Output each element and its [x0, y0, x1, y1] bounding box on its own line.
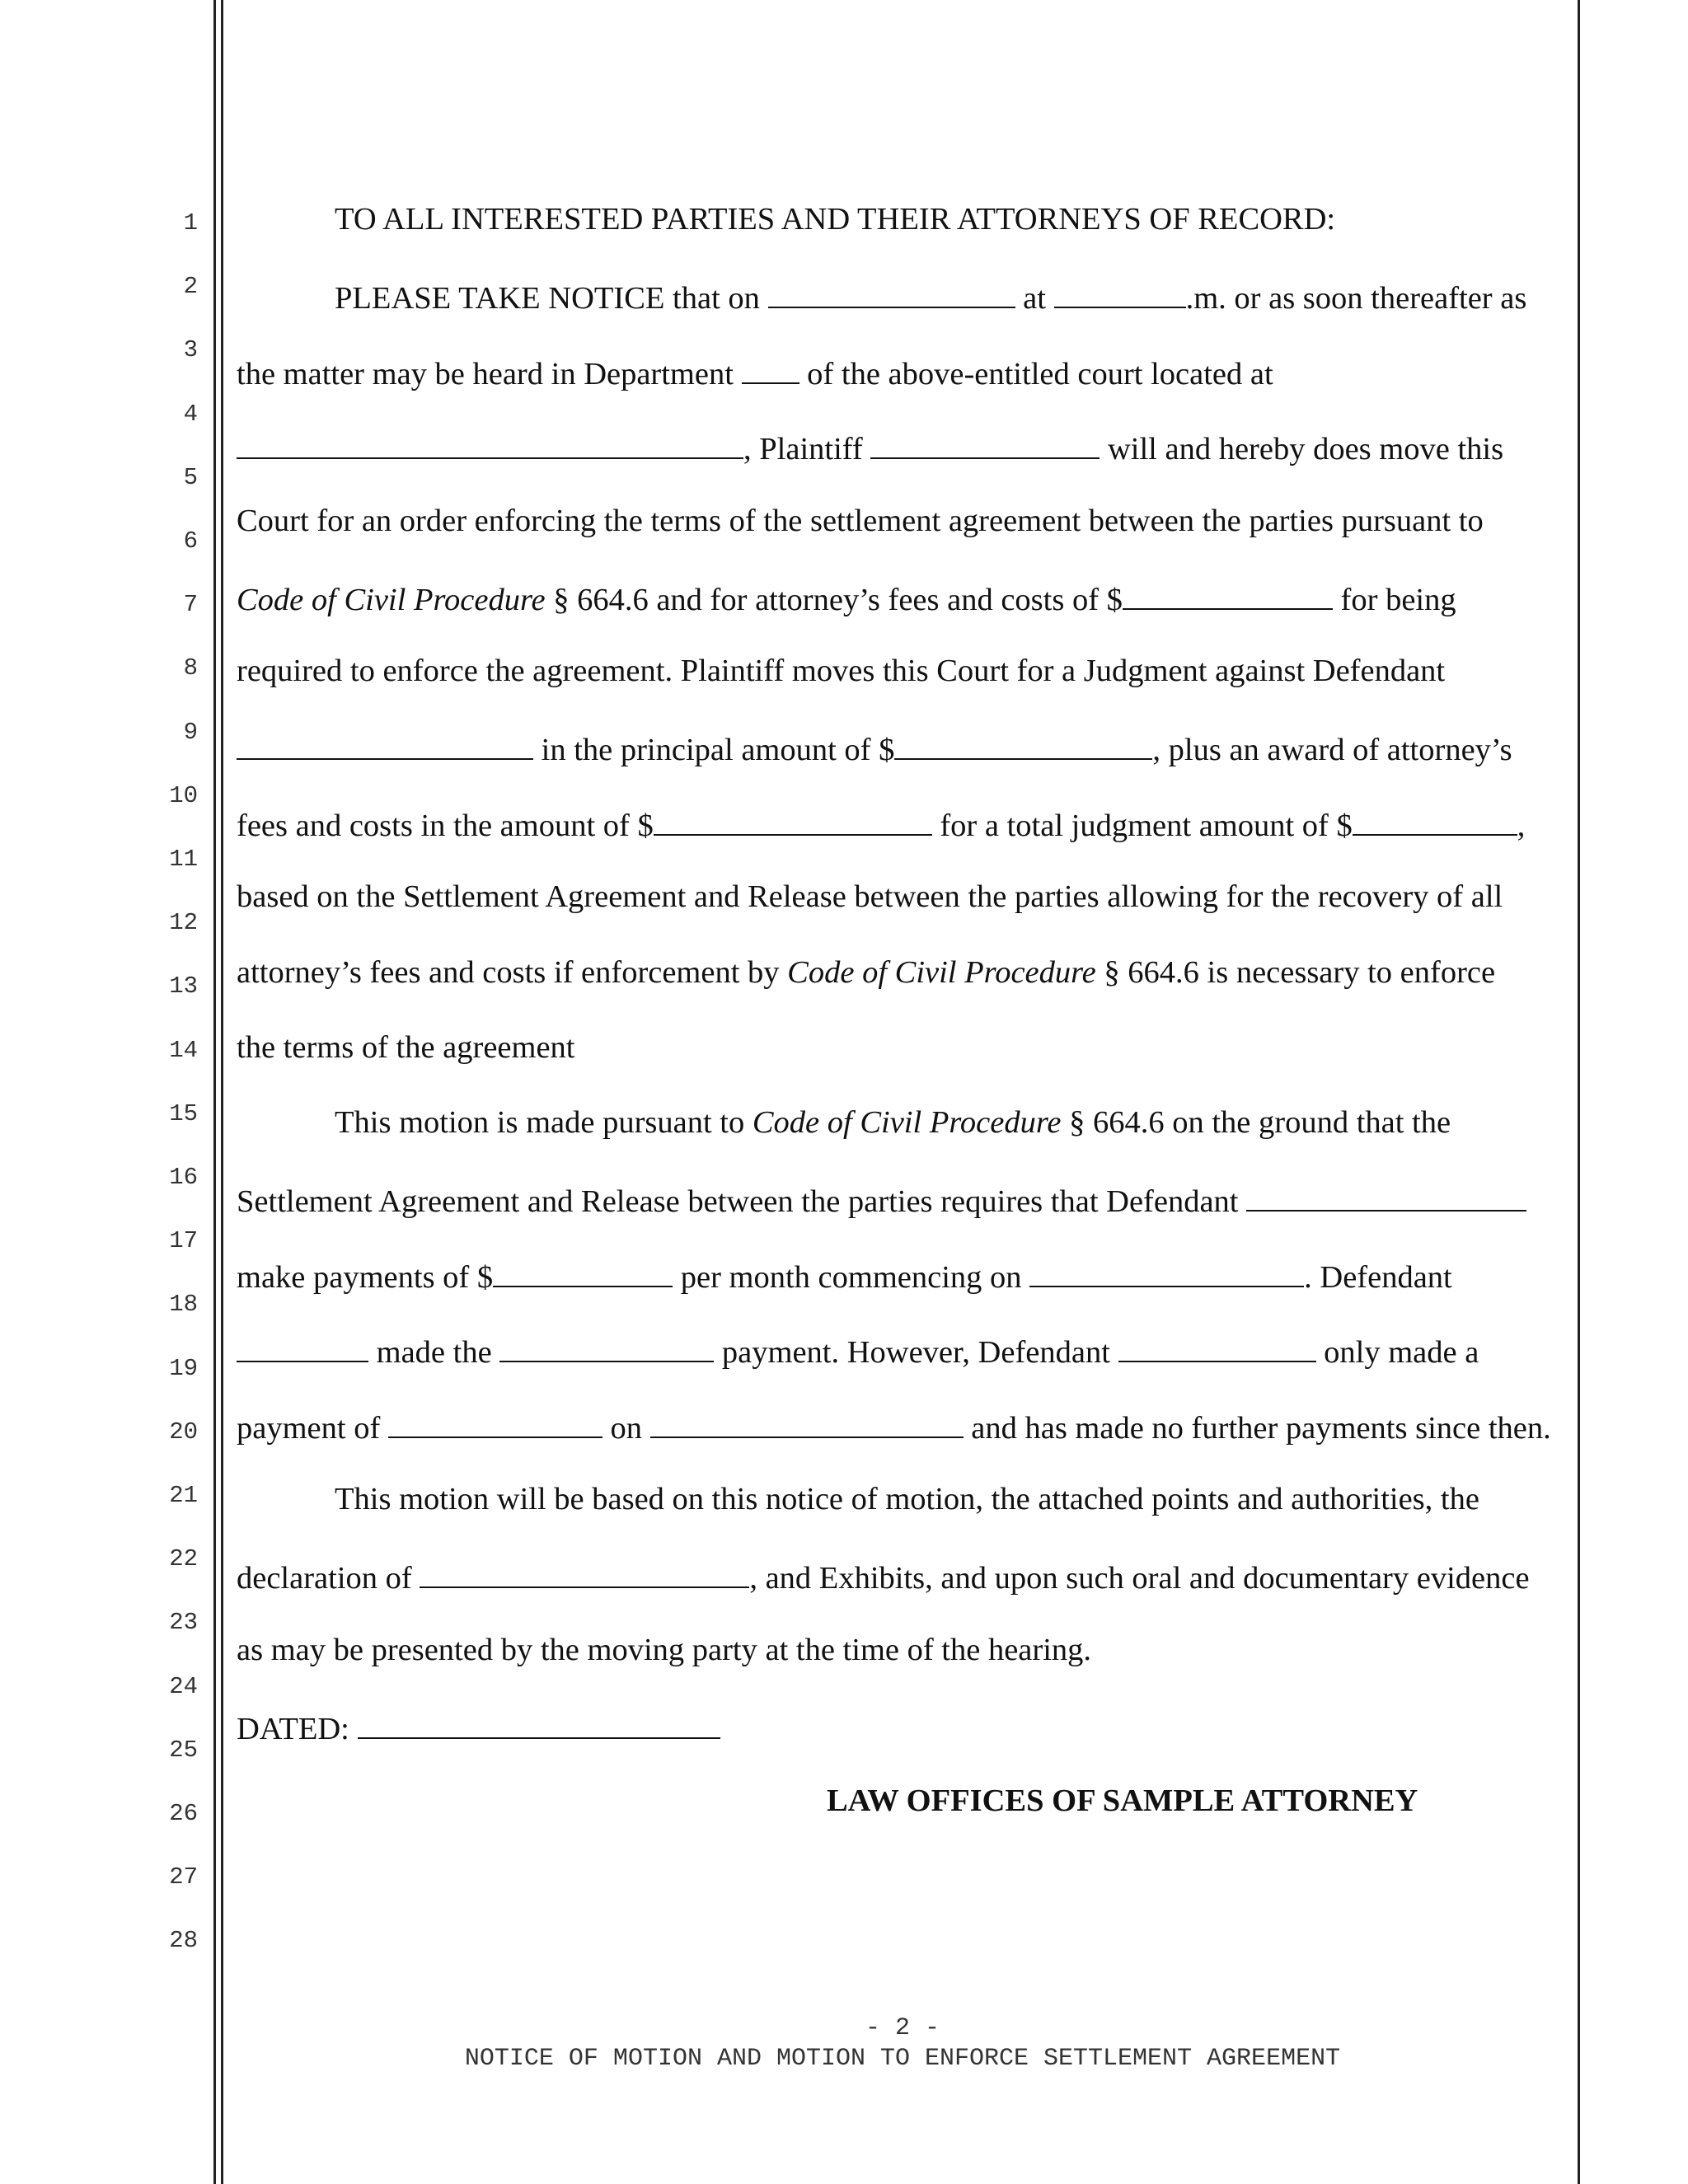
total-judgment-blank [1353, 806, 1517, 836]
margin-rule-right [1578, 0, 1580, 2184]
motion-ground-text-1: This motion is made pursuant to [335, 1105, 753, 1140]
salutation-line [335, 204, 1335, 236]
line-number: 4 [183, 400, 198, 428]
code-citation: Code of Civil Procedure [237, 583, 546, 617]
line-number: 6 [183, 527, 198, 555]
basis-text: This motion will be based on this notice of motion, the attached points and authorities, the [335, 1482, 1479, 1516]
last-payment-line [237, 1408, 1551, 1445]
hearing-line [237, 1634, 1091, 1666]
firm-name: LAW OFFICES OF SAMPLE ATTORNEY [827, 1783, 1418, 1818]
location-text-1: , Plaintiff [743, 432, 871, 466]
notice-text-1: PLEASE TAKE NOTICE that on [335, 281, 768, 316]
plaintiff-name-blank [870, 429, 1100, 459]
court-location-blank [237, 429, 743, 459]
line-number: 21 [169, 1482, 198, 1509]
declarant-name-blank [420, 1558, 749, 1588]
made-payment-text-3: only made a [1315, 1335, 1479, 1370]
line-number: 26 [169, 1800, 198, 1827]
commencement-date-blank [1029, 1258, 1304, 1287]
last-payment-text-2: on [602, 1411, 650, 1446]
fees-costs-amount-blank [654, 806, 932, 836]
monthly-payment-blank [493, 1258, 673, 1287]
line-number: 5 [183, 463, 198, 491]
line-number: 22 [169, 1545, 198, 1573]
hearing-time-blank [1054, 279, 1186, 308]
department-text-2: of the above-entitled court located at [799, 357, 1273, 391]
notice-text-2: at [1015, 281, 1054, 316]
salutation-text: TO ALL INTERESTED PARTIES AND THEIR ATTORNEYS OF RECORD: [335, 202, 1336, 237]
location-line [237, 429, 1503, 466]
declaration-text-1: declaration of [237, 1561, 420, 1596]
code-citation: Code of Civil Procedure [752, 1105, 1062, 1140]
enforcement-text-1: attorney’s fees and costs if enforcement by [237, 955, 788, 990]
last-payment-amount-blank [388, 1408, 603, 1438]
principal-line [237, 730, 1512, 766]
notice-text-3: .m. or as soon thereafter as [1185, 281, 1527, 316]
line-number: 17 [169, 1227, 198, 1255]
principal-text-2: , plus an award of attorney’s [1152, 733, 1512, 767]
defendant-blank-4 [1118, 1333, 1316, 1362]
basis-line [335, 1483, 1479, 1516]
payment-count-blank [499, 1333, 714, 1362]
settlement-text: based on the Settlement Agreement and Release between the parties allowing for the recovery of all [237, 879, 1503, 914]
judgment-text: required to enforce the agreement. Plaintiff moves this Court for a Judgment against Defendant [237, 654, 1446, 688]
margin-rule-left-inner [221, 0, 223, 2184]
fees-text-2: for being [1332, 583, 1456, 617]
notice-line [335, 279, 1526, 315]
court-order-text: Court for an order enforcing the terms of the settlement agreement between the parties pursuant to [237, 504, 1484, 538]
defendant-name-blank [237, 730, 533, 760]
line-number: 19 [169, 1354, 198, 1382]
last-payment-text-1: payment of [237, 1411, 388, 1446]
enforcement-text-2: § 664.6 is necessary to enforce [1095, 955, 1496, 990]
line-number: 12 [169, 909, 198, 937]
department-blank [742, 354, 799, 384]
settlement-line [237, 881, 1503, 913]
line-number: 2 [183, 273, 198, 301]
dated-label: DATED: [237, 1712, 358, 1746]
total-text-3: , [1517, 808, 1526, 843]
department-line [237, 354, 1273, 391]
hearing-text: as may be presented by the moving party at the time of the hearing. [237, 1633, 1092, 1667]
made-payment-text-1: made the [368, 1335, 500, 1370]
line-number: 8 [183, 654, 198, 682]
payments-text-1: make payments of $ [237, 1260, 494, 1295]
line-number: 14 [169, 1036, 198, 1064]
declaration-line [237, 1558, 1530, 1595]
line-number: 11 [169, 846, 198, 873]
line-number: 28 [169, 1927, 198, 1955]
line-number: 23 [169, 1609, 198, 1637]
line-number: 16 [169, 1164, 198, 1191]
terms-line [237, 1032, 575, 1064]
defendant-blank-3 [237, 1333, 368, 1362]
line-number: 18 [169, 1291, 198, 1319]
judgment-line [237, 655, 1445, 687]
total-text-2: for a total judgment amount of $ [931, 808, 1353, 843]
made-payment-line [237, 1333, 1479, 1369]
line-number: 1 [183, 209, 198, 237]
line-number: 27 [169, 1863, 198, 1891]
last-payment-date-blank [650, 1408, 964, 1438]
payments-text-2: per month commencing on [673, 1260, 1030, 1295]
payments-line [237, 1258, 1452, 1294]
page-number: - 2 - [865, 2014, 940, 2042]
made-payment-text-2: payment. However, Defendant [714, 1335, 1118, 1370]
line-number: 24 [169, 1672, 198, 1700]
dated-blank [358, 1709, 720, 1739]
fees-line [237, 580, 1456, 616]
line-number: 10 [169, 781, 198, 809]
line-number: 25 [169, 1736, 198, 1764]
line-number: 20 [169, 1418, 198, 1446]
line-number: 15 [169, 1099, 198, 1127]
total-text-1: fees and costs in the amount of $ [237, 808, 654, 843]
enforcement-line [237, 957, 1495, 989]
last-payment-text-3: and has made no further payments since then. [963, 1411, 1551, 1446]
margin-rule-left-outer [213, 0, 216, 2184]
hearing-date-blank [768, 279, 1015, 308]
location-text-2: will and hereby does move this [1100, 432, 1504, 466]
declaration-text-2: , and Exhibits, and upon such oral and documentary evidence [749, 1561, 1530, 1596]
fees-amount-blank [1123, 580, 1333, 610]
motion-ground-text-2: § 664.6 on the ground that the [1061, 1105, 1451, 1140]
court-order-line [237, 505, 1484, 537]
defendant-name-blank-2 [1246, 1182, 1526, 1212]
requires-text: Settlement Agreement and Release between the parties requires that Defendant [237, 1184, 1247, 1219]
payments-text-3: . Defendant [1304, 1260, 1452, 1295]
line-number: 3 [183, 336, 198, 364]
line-number: 7 [183, 591, 198, 619]
principal-text-1: in the principal amount of $ [533, 733, 895, 767]
line-number: 9 [183, 718, 198, 746]
document-title-footer: NOTICE OF MOTION AND MOTION TO ENFORCE SETTLEMENT AGREEMENT [464, 2045, 1341, 2073]
requires-line [237, 1182, 1526, 1218]
motion-ground-line [335, 1107, 1451, 1139]
department-text-1: the matter may be heard in Department [237, 357, 742, 391]
line-number: 13 [169, 972, 198, 1001]
terms-text: the terms of the agreement [237, 1030, 575, 1065]
principal-amount-blank [894, 730, 1152, 760]
dated-line [237, 1709, 720, 1746]
fees-text-1: § 664.6 and for attorney’s fees and costs of $ [545, 583, 1123, 617]
code-citation: Code of Civil Procedure [787, 955, 1096, 990]
total-line [237, 806, 1525, 842]
